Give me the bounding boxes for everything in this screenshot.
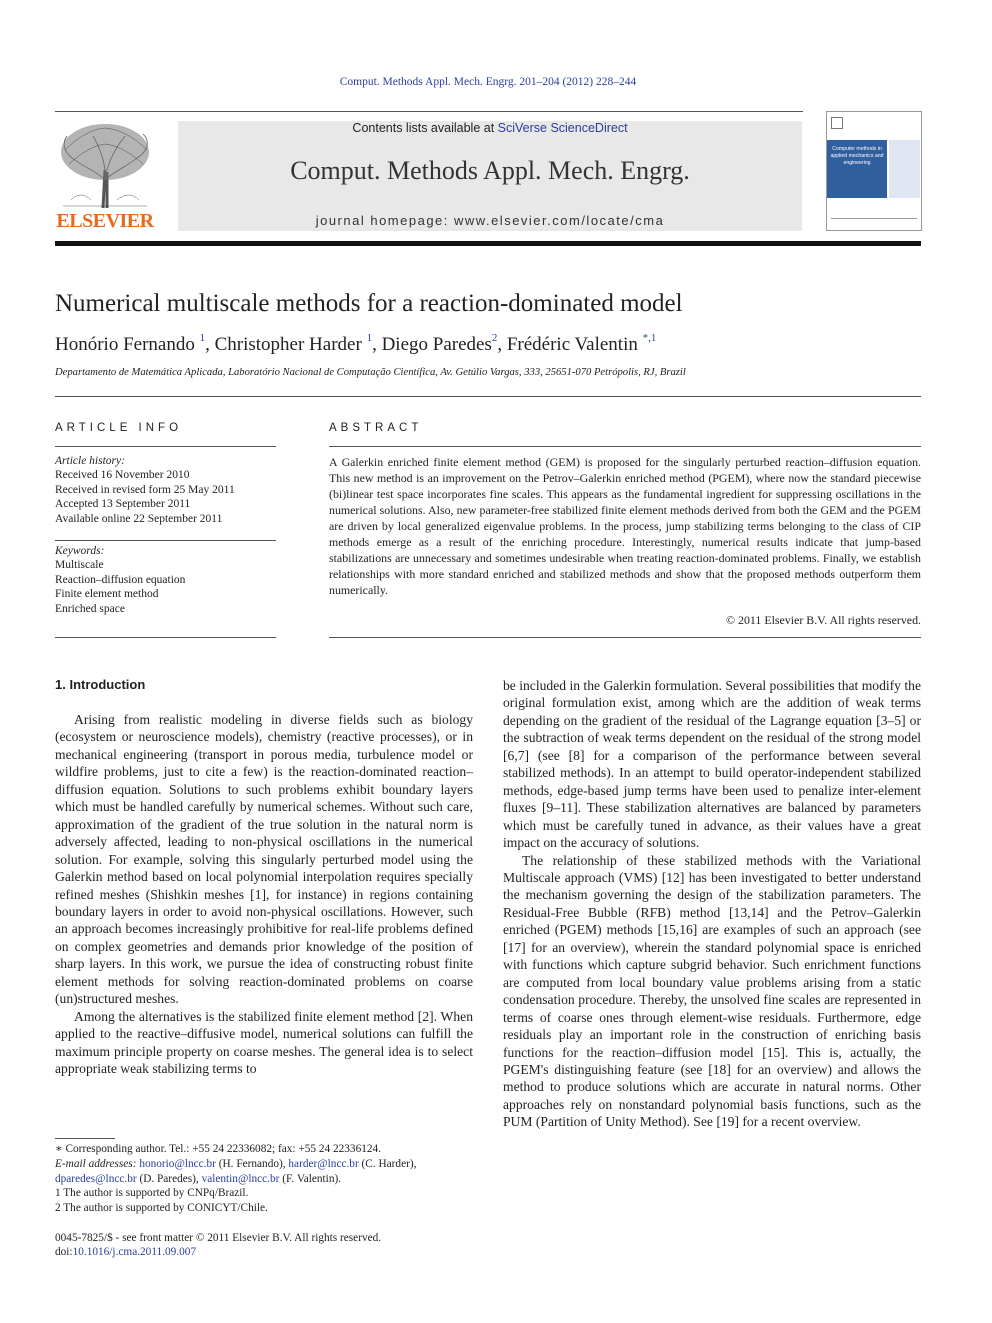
section-title: 1. Introduction bbox=[55, 677, 146, 692]
abstract-bottom-rule bbox=[329, 637, 921, 638]
contents-prefix: Contents lists available at bbox=[352, 121, 498, 135]
homepage-prefix: journal homepage: bbox=[315, 213, 455, 228]
journal-homepage bbox=[178, 213, 802, 228]
footnote-rule bbox=[55, 1138, 115, 1139]
article-info-bottom-rule bbox=[55, 637, 276, 638]
abstract-copyright: © 2011 Elsevier B.V. All rights reserved. bbox=[726, 613, 921, 627]
author-affiliation-mark[interactable]: *,1 bbox=[642, 332, 657, 344]
homepage-link[interactable]: www.elsevier.com/locate/cma bbox=[454, 213, 665, 228]
front-matter bbox=[55, 1231, 381, 1259]
cover-rule bbox=[831, 218, 917, 219]
email-label: E-mail addresses: bbox=[55, 1158, 137, 1170]
email-owner: (F. Valentin). bbox=[282, 1172, 342, 1185]
author-name: Diego Paredes bbox=[381, 334, 492, 355]
footnote-1: 1 The author is supported by CNPq/Brazil. bbox=[55, 1187, 249, 1199]
keyword: Finite element method bbox=[55, 588, 159, 601]
email-owner: (D. Paredes), bbox=[139, 1172, 199, 1185]
issn-line: 0045-7825/$ - see front matter © 2011 Elsevier B.V. All rights reserved. bbox=[55, 1232, 382, 1244]
keyword: Multiscale bbox=[55, 559, 104, 572]
journal-cover-thumbnail bbox=[826, 111, 922, 231]
cover-side-panel bbox=[889, 140, 920, 198]
header-thick-rule bbox=[55, 241, 921, 246]
email-link[interactable]: valentin@lncc.br bbox=[201, 1172, 280, 1185]
keywords-rule bbox=[55, 540, 276, 541]
email-owner: (H. Fernando), bbox=[218, 1158, 286, 1170]
paragraph: Among the alternatives is the stabilized finite element method [2]. When applied to the reactive–diffusive model, numerical solutions can fulfill the maximum principle property on coarse meshes. The general idea is to select appropriate weak stabilizing terms to bbox=[55, 1008, 473, 1077]
footnote-2: 2 The author is supported by CONICYT/Chile. bbox=[55, 1202, 268, 1214]
contents-line bbox=[178, 121, 802, 135]
header-rule bbox=[55, 111, 803, 112]
history-item: Available online 22 September 2011 bbox=[55, 512, 223, 525]
keywords-label: Keywords: bbox=[55, 545, 105, 557]
affiliation-rule bbox=[55, 396, 921, 397]
author-list: Honório Fernando $^1$, Christopher Harder $^1$, Diego Paredes$^2$, Frédéric Valentin $^{*,1}$ bbox=[55, 332, 657, 355]
abstract-text: A Galerkin enriched finite element method (GEM) is proposed for the singularly perturbed reaction–diffusion equation. This new method is an improvement on the Petrov–Galerkin enriched method (PGEM), where now the standard piecewise (bi)linear test space incorporates fine scales. This appears as the fundamental ingredient for suppressing oscillations in the numerical solutions. Also, new parameter-free stabilized finite element methods derived from both the GEM and the PGEM are driven by local generalized eigenvalue problems. In the process, jump stabilizing terms belonging to the class of CIP methods emerge as a result of the enriching procedure. Interestingly, numerical results indicate that jump-based stabilizations are unnecessary and sometimes undesirable when treating reaction-dominated problems. Finally, we establish relationships with more standard enriched and stabilized methods and show that the proposed methods outperform them numerically. bbox=[329, 455, 921, 597]
paragraph: Arising from realistic modeling in diverse fields such as biology (ecosystem or neuroscience models), chemistry (reactive processes), or in mechanical engineering (transport in porous media, turbulence model or wildfire problems, just to cite a few) is the reaction-dominated reaction–diffusion equation. Solutions to such problems exhibit boundary layers which must be handled carefully by numerical schemes. Without such care, approximation of the gradient of the true solution in the natural norm is adversely affected, leading to non-physical oscillations in the numerical solution. For example, solving this singularly perturbed model using the Galerkin method based on local polynomial interpolation requires specially refined meshes (Shishkin meshes [1], for instance) in regions containing boundary layers in order to avoid non-physical oscillations. However, such an approach becomes increasingly prohibitive for real-life problems defined on complex geometries and demands prior knowledge of the position of sharp layers. In this work, we pursue the idea of constructing robust finite element methods for solving reaction-dominated problems on coarse (un)structured meshes. bbox=[55, 712, 473, 1007]
author-name: Christopher Harder bbox=[214, 334, 362, 355]
email-owner: (C. Harder), bbox=[361, 1158, 417, 1170]
paragraph: be included in the Galerkin formulation. Several possibilities that modify the original formulation exist, among which are the addition of weak terms depending on the gradient of the residual of the Lagrange equation [3–5] or the subtraction of weak terms dependent on the residual of the strong model [6,7] (see [8] for a comparison of the performance between several stabilized methods). In an attempt to build operator-independent stabilized methods, edge-based jump terms have been used to penalize inter-element fluxes [9–11]. These stabilization alternatives are balanced by parameters which must be carefully tuned in advance, as their values have a great impact on the accuracy of solutions. bbox=[503, 678, 921, 851]
sciencedirect-link[interactable]: SciVerse ScienceDirect bbox=[497, 121, 628, 135]
journal-reference[interactable]: Comput. Methods Appl. Mech. Engrg. 201–204 (2012) 228–244 bbox=[339, 76, 637, 88]
journal-title: Comput. Methods Appl. Mech. Engrg. bbox=[290, 156, 690, 185]
body-column-right bbox=[503, 677, 921, 1131]
author-affiliation-mark[interactable]: 2 bbox=[491, 332, 498, 344]
keyword: Reaction–diffusion equation bbox=[55, 573, 186, 586]
history-item: Received in revised form 25 May 2011 bbox=[55, 483, 235, 496]
email-link[interactable]: harder@lncc.br bbox=[288, 1158, 359, 1170]
abstract-heading: ABSTRACT bbox=[329, 422, 423, 434]
keyword: Enriched space bbox=[55, 602, 125, 615]
affiliation: Departamento de Matemática Aplicada, Laboratório Nacional de Computação Científica, Av. Getúlio Vargas, 333, 25651-070 Petrópolis, RJ, Brazil bbox=[55, 367, 686, 378]
article-info-heading: ARTICLE INFO bbox=[55, 422, 183, 434]
email-link[interactable]: dparedes@lncc.br bbox=[55, 1172, 137, 1185]
elsevier-logo-text: ELSEVIER bbox=[56, 210, 154, 232]
footnote-corresponding: ∗ Corresponding author. Tel.: +55 24 22336082; fax: +55 24 22336124. bbox=[55, 1143, 381, 1155]
cover-title: Computer methods in applied mechanics and engineering bbox=[830, 146, 884, 166]
history-item: Received 16 November 2010 bbox=[55, 469, 190, 482]
email-link[interactable]: honorio@lncc.br bbox=[139, 1158, 216, 1170]
abstract-rule bbox=[329, 446, 921, 447]
cover-logo-mark bbox=[831, 117, 843, 129]
paper-title: Numerical multiscale methods for a reaction-dominated model bbox=[55, 290, 683, 317]
history-label: Article history: bbox=[55, 455, 125, 467]
elsevier-tree-logo bbox=[55, 120, 155, 212]
body-column-left bbox=[55, 711, 473, 1078]
article-info-rule bbox=[55, 446, 276, 447]
author-name: Honório Fernando bbox=[55, 334, 195, 355]
footnote-emails bbox=[55, 1157, 473, 1186]
paragraph: The relationship of these stabilized methods with the Variational Multiscale approach (VMS) [12] has been investigated to better understand the mechanism governing the design of the stabilization parameters. The Residual-Free Bubble (RFB) method [13,14] and the Petrov–Galerkin enriched (PGEM) methods [15,16] are examples of such an approach (see [17] for an overview), wherein the standard polynomial space is enriched with functions which capture subgrid behavior. Such enrichment functions are computed from local boundary value problems arising from a static condensation procedure. Thereby, the unsolved fine scales are represented in terms of coarse ones through element-wise residuals. Furthermore, edge residuals play an important role in the construction of enriching basis functions for the reaction–diffusion model [15]. This is, actually, the PGEM's distinguishing feature (see [18] for an overview) and allows the method to produce solutions which are accurate in natural norms. Other approaches rely on nonstandard polynomial basis functions, such as the PUM (Partition of Unity Method). See [19] for a recent overview. bbox=[503, 852, 921, 1130]
doi-link[interactable]: 10.1016/j.cma.2011.09.007 bbox=[72, 1246, 197, 1258]
doi-prefix: doi: bbox=[55, 1246, 73, 1258]
author-name: Frédéric Valentin bbox=[506, 334, 638, 355]
keywords bbox=[55, 544, 276, 616]
history-item: Accepted 13 September 2011 bbox=[55, 498, 191, 511]
doi-line bbox=[55, 1245, 381, 1259]
article-history bbox=[55, 454, 276, 526]
author-affiliation-mark[interactable]: 1 bbox=[199, 332, 206, 344]
author-affiliation-mark[interactable]: 1 bbox=[366, 332, 373, 344]
